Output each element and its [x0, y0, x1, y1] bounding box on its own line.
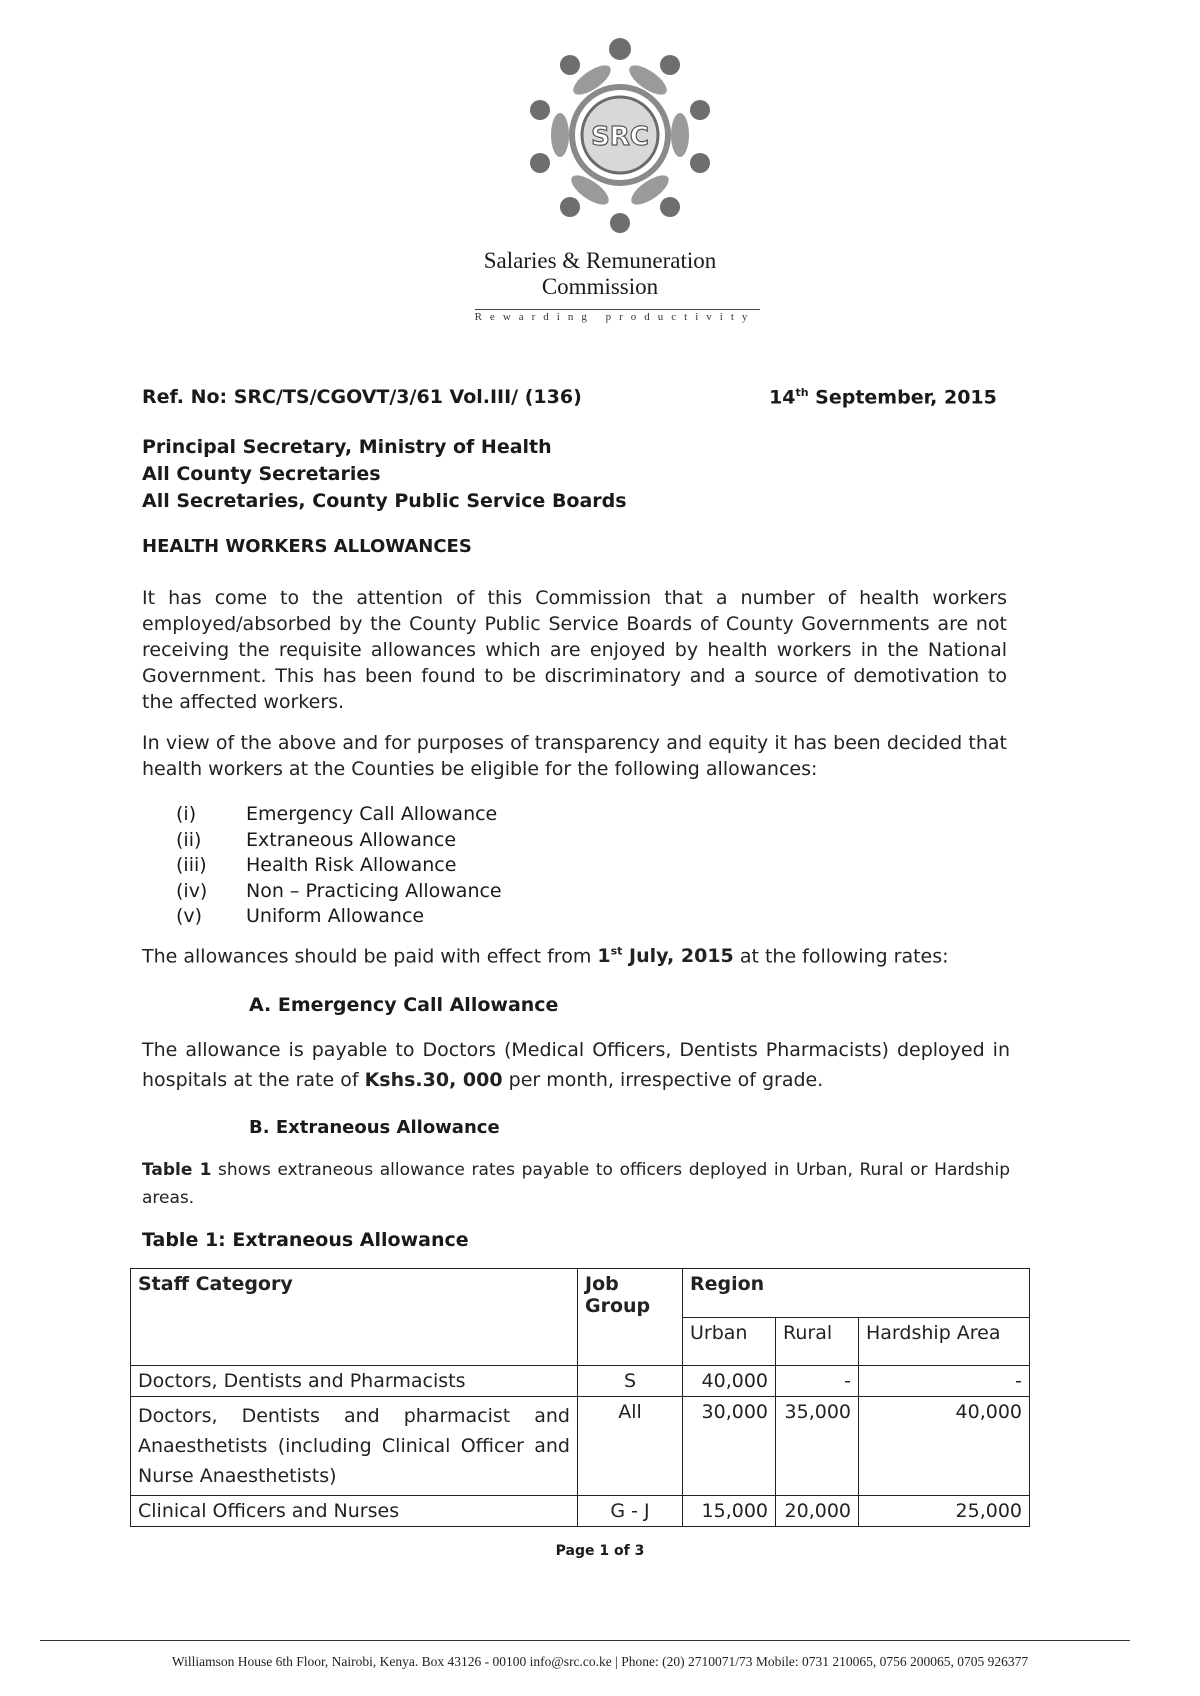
header-job-group: Job Group [578, 1269, 683, 1366]
cell-hardship: 40,000 [859, 1397, 1030, 1496]
divider [475, 309, 760, 310]
recipient-line: Principal Secretary, Ministry of Health [142, 436, 552, 458]
header-rural: Rural [776, 1318, 859, 1366]
table-row [131, 1397, 1030, 1496]
svg-text:SRC: SRC [591, 122, 649, 152]
section-b-heading: B. Extraneous Allowance [249, 1117, 500, 1138]
effective-date-paragraph: The allowances should be paid with effect from 1st July, 2015 at the following rates: [142, 945, 949, 968]
subject-heading: HEALTH WORKERS ALLOWANCES [142, 536, 472, 557]
header-region: Region [683, 1269, 1030, 1318]
paragraph-2: In view of the above and for purposes of transparency and equity it has been decided that health workers at the Counties be eligible for the following allowances: [142, 732, 1007, 780]
list-item: (iv) Non – Practicing Allowance [176, 879, 502, 902]
list-item: (ii) Extraneous Allowance [176, 828, 457, 851]
footer-divider [40, 1640, 1130, 1641]
cell-job-group: S [578, 1366, 683, 1397]
letter-date: 14th September, 2015 [769, 386, 997, 409]
table-row [131, 1496, 1030, 1527]
paragraph-1: It has come to the attention of this Commission that a number of health workers employed/absorbed by the County Public Service Boards of County Governments are not receiving the requisite allowances which are enjoyed by health workers in the National Government. This has been found to be discriminatory and a source of demotivation to the affected workers. [142, 587, 1007, 713]
cell-urban: 40,000 [683, 1366, 776, 1397]
cell-rural: 35,000 [776, 1397, 859, 1496]
tagline: Rewarding productivity [474, 311, 756, 323]
organization-name: Salaries & Remuneration Commission [483, 248, 717, 299]
header-urban: Urban [683, 1318, 776, 1366]
recipient-line: All County Secretaries [142, 463, 381, 485]
cell-job-group: All [578, 1397, 683, 1496]
list-item: (i) Emergency Call Allowance [176, 803, 498, 825]
cell-hardship: - [859, 1366, 1030, 1397]
cell-urban: 30,000 [683, 1397, 776, 1496]
page-number: Page 1 of 3 [555, 1543, 645, 1559]
allowance-list [176, 802, 502, 930]
reference-number: Ref. No: SRC/TS/CGOVT/3/61 Vol.III/ (136) [142, 386, 582, 408]
list-item: (iii) Health Risk Allowance [176, 854, 457, 876]
table-row [131, 1366, 1030, 1397]
cell-hardship: 25,000 [859, 1496, 1030, 1527]
footer-contact: Williamson House 6th Floor, Nairobi, Kenya. Box 43126 - 00100 info@src.co.ke | Phone: (20) 2710071/73 Mobile: 0731 210065, 0756 200065, 0705 926377 [171, 1654, 1029, 1669]
cell-rural: - [776, 1366, 859, 1397]
cell-category: Doctors, Dentists and Pharmacists [131, 1366, 578, 1397]
section-b-paragraph: Table 1 shows extraneous allowance rates payable to officers deployed in Urban, Rural or Hardship areas. [142, 1160, 1010, 1208]
cell-urban: 15,000 [683, 1496, 776, 1527]
cell-category: Doctors, Dentists and pharmacist and Anaesthetists (including Clinical Officer and Nurse Anaesthetists) [131, 1397, 578, 1496]
recipients [142, 434, 627, 515]
list-item: (v) Uniform Allowance [176, 905, 425, 927]
section-a-heading: A. Emergency Call Allowance [249, 994, 559, 1016]
section-a-paragraph: The allowance is payable to Doctors (Medical Officers, Dentists Pharmacists) deployed in hospitals at the rate of Kshs.30, 000 per month, irrespective of grade. [142, 1039, 1010, 1091]
recipient-line: All Secretaries, County Public Service Boards [142, 490, 627, 512]
table-caption: Table 1: Extraneous Allowance [142, 1229, 469, 1251]
table-header-row [131, 1269, 1030, 1318]
header-hardship: Hardship Area [859, 1318, 1030, 1366]
cell-category: Clinical Officers and Nurses [131, 1496, 578, 1527]
src-logo [520, 35, 720, 235]
cell-job-group: G - J [578, 1496, 683, 1527]
header-staff-category: Staff Category [131, 1269, 578, 1366]
cell-rural: 20,000 [776, 1496, 859, 1527]
extraneous-allowance-table [130, 1268, 1030, 1527]
